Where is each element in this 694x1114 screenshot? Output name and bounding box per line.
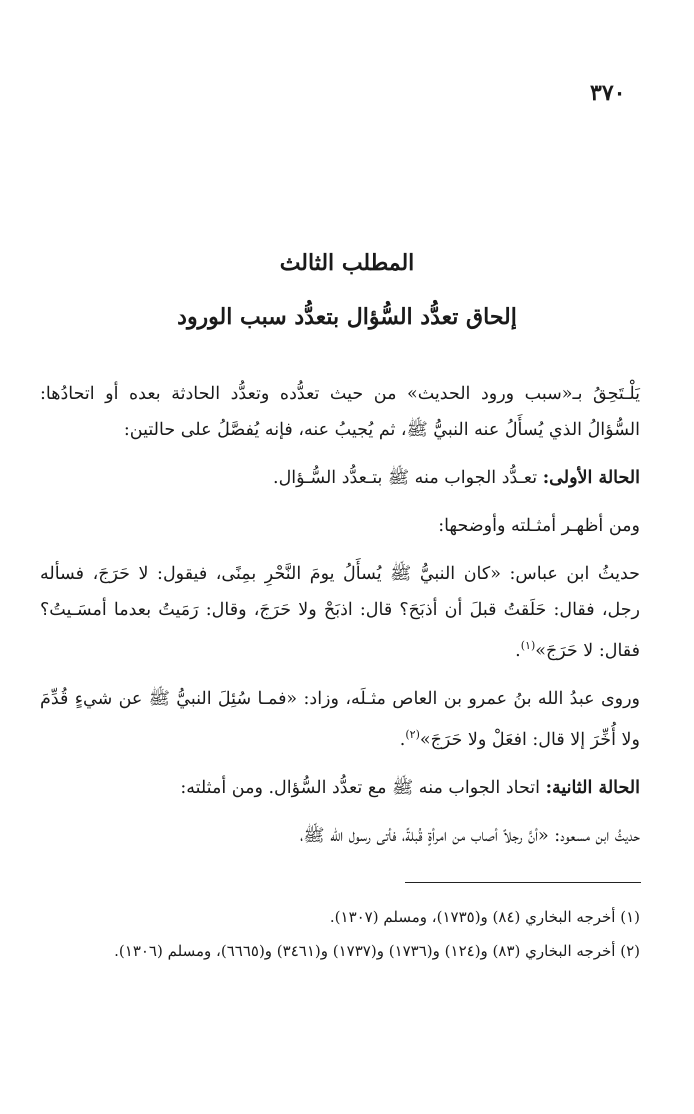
paragraph-text: حديثُ ابن عباس: «كان النبيُّ ﷺ يُسأَلُ يومَ النَّحْرِ بمِنًى، فيقول: لا حَرَجَ، فسأله رجل، فقال: حَلَقتُ قبلَ أن أذبَحَ؟ قال: اذبَحْ ولا حَرَجَ، وقال: رَمَيتُ بعدما أمسَـيتُ؟ فقال: لا حَرَجَ»	[40, 564, 640, 661]
paragraph-text: اتحاد الجواب منه ﷺ مع تعدُّد السُّؤال. ومن أمثلته:	[180, 777, 546, 798]
paragraph-text: يَلْـتَحِقُ بـ«سبب ورود الحديث» من حيث تعدُّده وتعدُّد الحادثة بعده أو اتحادُها: السُّؤالُ الذي يُسأَلُ عنه النبيُّ ﷺ، ثم يُجيبُ عنه، فإنه يُفصَّلُ على حالتين:	[40, 384, 640, 440]
paragraph-text: وروى عبدُ الله بنُ عمرو بن العاص مثـلَه، وزاد: «فمـا سُئِلَ النبيُّ ﷺ عن شيءٍ قُدِّمَ ولا أُخِّرَ إلا قال: افعَلْ ولا حَرَجَ»	[40, 688, 640, 750]
footnotes	[40, 902, 640, 970]
footnote: (١) أخرجه البخاري (٨٤) و(١٧٣٥)، ومسلم (١٣٠٧).	[329, 908, 640, 926]
case-heading: الحالة الثانية:	[545, 777, 640, 798]
paragraph-intro	[40, 376, 640, 448]
paragraph-hadith-ibn-amr: وروى عبدُ الله بنُ عمرو بن العاص مثـلَه، وزاد: «فمـا سُئِلَ النبيُّ ﷺ عن شيءٍ قُدِّمَ ولا أُخِّرَ إلا قال: افعَلْ ولا حَرَجَ»$^{(٢)}$.	[40, 688, 640, 750]
paragraph-examples-intro	[40, 508, 640, 544]
footnote-ref[interactable]: (١)	[520, 639, 536, 652]
paragraph-text: تعـدُّد الجواب منه ﷺ بتـعدُّد السُّـؤال.	[273, 468, 543, 488]
case-heading: الحالة الأولى:	[542, 468, 640, 488]
page-number: ٣٧٠	[590, 80, 626, 106]
footnote: (٢) أخرجه البخاري (٨٣) و(١٢٤) و(١٧٣٦) و(١٧٣٧) و(٣٤٦١) و(٦٦٦٥)، ومسلم (١٣٠٦).	[114, 942, 640, 960]
section-title: المطلب الثالث	[279, 250, 415, 276]
paragraph-case-two	[40, 770, 640, 806]
footnote-ref[interactable]: (٢)	[405, 727, 420, 741]
body-text	[40, 376, 640, 866]
paragraph-text: حديثُ ابن مسعود: «أنَّ رجلاً أصاب من امرأةٍ قُبلةً، فأتى رسول الله ﷺ،	[300, 825, 640, 846]
footnote-separator	[405, 882, 641, 883]
paragraph-case-one	[40, 460, 640, 496]
paragraph-hadith-ibn-masud	[40, 818, 640, 854]
section-subtitle: إلحاق تعدُّد السُّؤال بتعدُّد سبب الورود	[177, 304, 517, 330]
paragraph-hadith-ibn-abbas: حديثُ ابن عباس: «كان النبيُّ ﷺ يُسأَلُ يومَ النَّحْرِ بمِنًى، فيقول: لا حَرَجَ، فسأله رجل، فقال: حَلَقتُ قبلَ أن أذبَحَ؟ قال: اذبَحْ ولا حَرَجَ، وقال: رَمَيتُ بعدما أمسَـيتُ؟ فقال: لا حَرَجَ»$^{(١)}$.	[40, 564, 640, 661]
paragraph-text: ومن أظهـر أمثـلته وأوضحها:	[438, 516, 640, 536]
